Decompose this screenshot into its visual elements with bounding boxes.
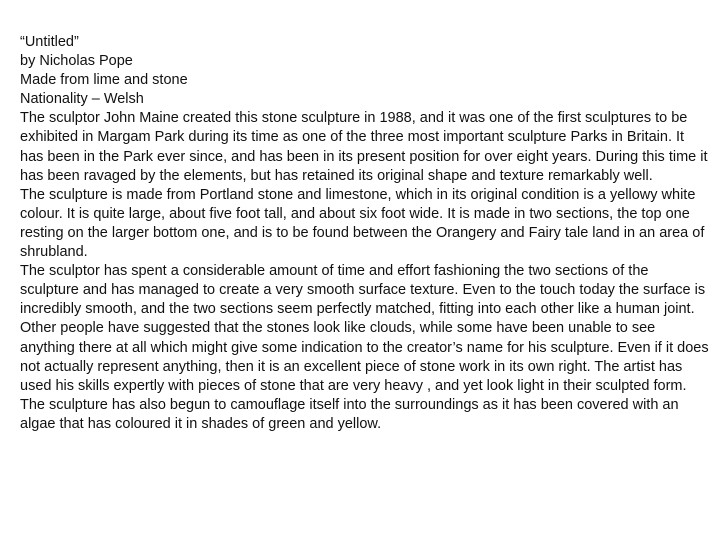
document-body bbox=[20, 33, 710, 434]
paragraph-surface: The sculptor has spent a considerable amount of time and effort fashioning the two sections of the sculpture and has managed to create a very smooth surface texture. Even to the touch today the surface is incredibly smooth, and the two sections seem perfectly matched, fitting into each other like a human joint. bbox=[20, 263, 706, 318]
paragraph-interpretation: Other people have suggested that the stones look like clouds, while some have been unable to see anything there at all which might give some indication to the creator’s name for his sculpture. Even if it does not actually represent anything, then it is an excellent piece of stone work in its own right. The artist has used his skills expertly with pieces of stone that are very heavy , and yet look light in their sculpted form. bbox=[20, 320, 709, 394]
nationality-line: Nationality – Welsh bbox=[20, 91, 144, 108]
paragraph-history: The sculptor John Maine created this stone sculpture in 1988, and it was one of the first sculptures to be exhibited in Margam Park during its time as one of the three most important sculpture Parks in Britain. It has been in the Park ever since, and has been in its present position for over eight years. During this time it has been ravaged by the elements, but has retained its original shape and texture remarkably well. bbox=[20, 110, 708, 184]
material-line: Made from lime and stone bbox=[20, 72, 188, 89]
paragraph-camouflage: The sculpture has also begun to camouflage itself into the surroundings as it has been covered with an algae that has coloured it in shades of green and yellow. bbox=[20, 396, 679, 432]
author-line: by Nicholas Pope bbox=[20, 53, 133, 70]
document-title: “Untitled” bbox=[20, 34, 79, 50]
paragraph-material: The sculpture is made from Portland stone and limestone, which in its original condition is a yellowy white colour. It is quite large, about five foot tall, and about six foot wide. It is made in two sections, the top one resting on the larger bottom one, and is to be found between the Orangery and Fairy tale land in an area of shrubland. bbox=[20, 186, 705, 261]
